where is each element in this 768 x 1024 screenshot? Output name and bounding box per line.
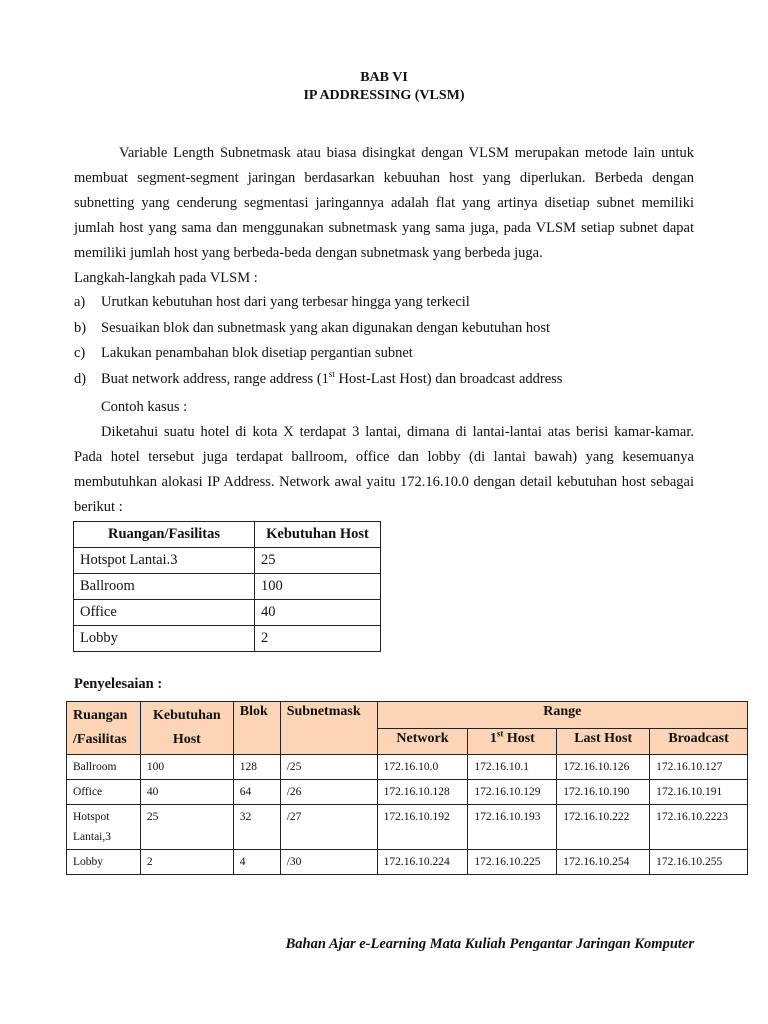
column-header-block: Blok — [233, 702, 280, 755]
column-header-broadcast: Broadcast — [650, 728, 748, 755]
table-cell: Ballroom — [67, 755, 141, 780]
table-cell: 25 — [140, 805, 233, 850]
header-text: Ruangan — [73, 708, 128, 723]
list-item-text: Lakukan penambahan blok disetiap pergantian subnet — [101, 345, 413, 361]
table-cell: Hotspot Lantai.3 — [74, 548, 255, 574]
table-cell: 172.16.10.224 — [377, 850, 468, 875]
table-cell: 172.16.10.254 — [557, 850, 650, 875]
header-text: Host — [503, 730, 535, 746]
superscript: st — [496, 727, 504, 738]
table-cell: 64 — [233, 780, 280, 805]
table-cell: 172.16.10.225 — [468, 850, 557, 875]
column-header-subnetmask: Subnetmask — [280, 702, 377, 755]
table-cell: 172.16.10.255 — [650, 850, 748, 875]
table-cell: /30 — [280, 850, 377, 875]
table-row — [67, 780, 748, 805]
table-cell: 172.16.10.0 — [377, 755, 468, 780]
list-item-text: Sesuaikan blok dan subnetmask yang akan digunakan dengan kebutuhan host — [101, 320, 550, 336]
table-cell: 172.16.10.191 — [650, 780, 748, 805]
page-title: IP ADDRESSING (VLSM) — [303, 88, 465, 103]
table-cell: 40 — [255, 600, 381, 626]
table-cell: Lobby — [67, 850, 141, 875]
table-cell: 40 — [140, 780, 233, 805]
example-label: Contoh kasus : — [101, 399, 188, 415]
needs-table — [73, 521, 381, 652]
column-header-last-host: Last Host — [557, 728, 650, 755]
table-cell: /26 — [280, 780, 377, 805]
column-header-room — [67, 702, 141, 755]
list-item-text — [101, 371, 562, 388]
table-cell: Office — [74, 600, 255, 626]
header-text: Kebutuhan — [152, 708, 221, 723]
column-header-network: Network — [377, 728, 468, 755]
list-item-marker: b) — [74, 320, 87, 336]
header-text: Host — [172, 732, 201, 747]
case-paragraph: Diketahui suatu hotel di kota X terdapat 3 lantai, dimana di lantai-lantai atas berisi kamar-kamar. Pada hotel tersebut juga terdapat ballroom, office dan lobby (di lantai bawah) yang kesemuanya membutuhkan alokasi IP Address. Network awal yaitu 172.16.10.0 dengan detail kebutuhan host sebagai berikut : — [74, 424, 694, 515]
table-cell: 172.16.10.2223 — [650, 805, 748, 850]
superscript: st — [328, 369, 335, 380]
table-cell: Hotspot Lantai,3 — [67, 805, 141, 850]
table-cell: Lobby — [74, 626, 255, 652]
table-cell: 2 — [140, 850, 233, 875]
intro-paragraph: Variable Length Subnetmask atau biasa disingkat dengan VLSM merupakan metode lain untuk membuat segment-segment jaringan berdasarkan kebuuhan host yang diperlukan. Berbeda dengan subnetting yang cenderung segmentasi jaringannya adalah flat yang artinya disetiap subnet memiliki jumlah host yang sama dan menggunakan subnetmask yang sama juga, pada VLSM setiap subnet dapat memiliki jumlah host yang berbeda-beda dengan subnetmask yang berbeda juga. — [74, 145, 694, 261]
column-header-range: Range — [377, 702, 747, 729]
table-cell: 172.16.10.190 — [557, 780, 650, 805]
list-item-text-part: Buat network address, range address (1 — [101, 371, 329, 387]
table-row — [74, 548, 381, 574]
table-cell: 172.16.10.222 — [557, 805, 650, 850]
header-text: /Fasilitas — [73, 732, 127, 747]
table-cell: 25 — [255, 548, 381, 574]
steps-heading: Langkah-langkah pada VLSM : — [74, 270, 258, 286]
table-cell: 32 — [233, 805, 280, 850]
table-cell: 128 — [233, 755, 280, 780]
table-cell: 100 — [140, 755, 233, 780]
table-row — [67, 755, 748, 780]
header-text: 1 — [489, 730, 497, 746]
page-footer: Bahan Ajar e-Learning Mata Kuliah Pengantar Jaringan Komputer — [285, 936, 694, 952]
table-row — [67, 805, 748, 850]
table-cell: 172.16.10.126 — [557, 755, 650, 780]
list-item-marker: a) — [74, 294, 86, 310]
table-header-row — [67, 702, 748, 729]
table-cell: Ballroom — [74, 574, 255, 600]
table-row — [67, 850, 748, 875]
table-cell: 172.16.10.193 — [468, 805, 557, 850]
table-cell: 172.16.10.127 — [650, 755, 748, 780]
table-row — [74, 574, 381, 600]
table-cell: 100 — [255, 574, 381, 600]
list-item-text: Urutkan kebutuhan host dari yang terbesar hingga yang terkecil — [101, 294, 470, 310]
list-item-marker: c) — [74, 345, 86, 361]
chapter-heading: BAB VI — [360, 70, 408, 85]
table-cell: 172.16.10.192 — [377, 805, 468, 850]
table-cell: 172.16.10.129 — [468, 780, 557, 805]
list-item-text-part: Host-Last Host) dan broadcast address — [334, 371, 563, 387]
table-header-row — [74, 522, 381, 548]
table-cell: Office — [67, 780, 141, 805]
column-header-need — [140, 702, 233, 755]
table-cell: 172.16.10.1 — [468, 755, 557, 780]
column-header: Kebutuhan Host — [255, 522, 381, 548]
table-cell: 2 — [255, 626, 381, 652]
column-header-first-host — [468, 728, 557, 755]
table-cell: 172.16.10.128 — [377, 780, 468, 805]
table-row — [74, 600, 381, 626]
table-cell: /25 — [280, 755, 377, 780]
table-row — [74, 626, 381, 652]
table-cell: /27 — [280, 805, 377, 850]
solution-label: Penyelesaian : — [74, 676, 163, 692]
list-item-marker: d) — [74, 371, 87, 387]
solution-table — [66, 701, 748, 875]
table-cell: 4 — [233, 850, 280, 875]
column-header: Ruangan/Fasilitas — [74, 522, 255, 548]
